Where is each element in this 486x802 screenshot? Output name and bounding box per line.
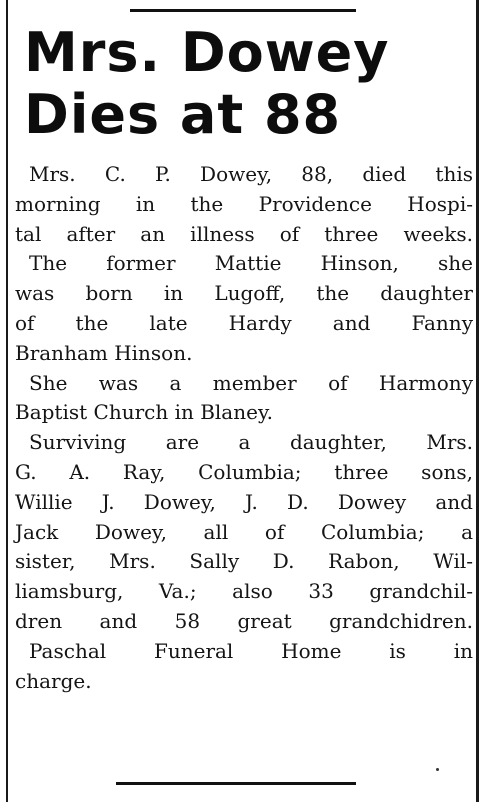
body-line: Branham Hinson. [15,340,193,365]
body-line: G. A. Ray, Columbia; three sons, [15,459,473,484]
headline-line-1: Mrs. Dowey [24,21,390,84]
body-line: morning in the Providence Hospi- [15,191,473,216]
bottom-rule [116,782,356,785]
body-line: charge. [15,668,92,693]
body-line: dren and 58 great grandchidren. [15,608,473,633]
body-line: sister, Mrs. Sally D. Rabon, Wil- [15,549,473,574]
body-line: Jack Dowey, all of Columbia; a [15,519,473,544]
body-line: tal after an illness of three weeks. [15,221,473,246]
body-line: of the late Hardy and Fanny [15,310,473,335]
print-speck [436,768,439,771]
body-line: The former Mattie Hinson, she [29,251,473,276]
clipping-left-edge [6,0,8,802]
body-line: Willie J. Dowey, J. D. Dowey and [15,489,473,514]
body-line: She was a member of Harmony [29,370,473,395]
top-rule [130,9,356,12]
article-body [15,160,473,696]
body-line: Mrs. C. P. Dowey, 88, died this [29,162,473,186]
body-line: Paschal Funeral Home is in [29,638,473,663]
body-line: Baptist Church in Blaney. [15,400,273,425]
body-line: was born in Lugoff, the daughter [15,281,473,306]
body-line: Surviving are a daughter, Mrs. [29,430,473,455]
headline-line-2: Dies at 88 [24,83,342,146]
body-line: liamsburg, Va.; also 33 grandchil- [15,579,473,604]
clipping-right-edge [476,0,479,802]
headline [24,22,464,146]
